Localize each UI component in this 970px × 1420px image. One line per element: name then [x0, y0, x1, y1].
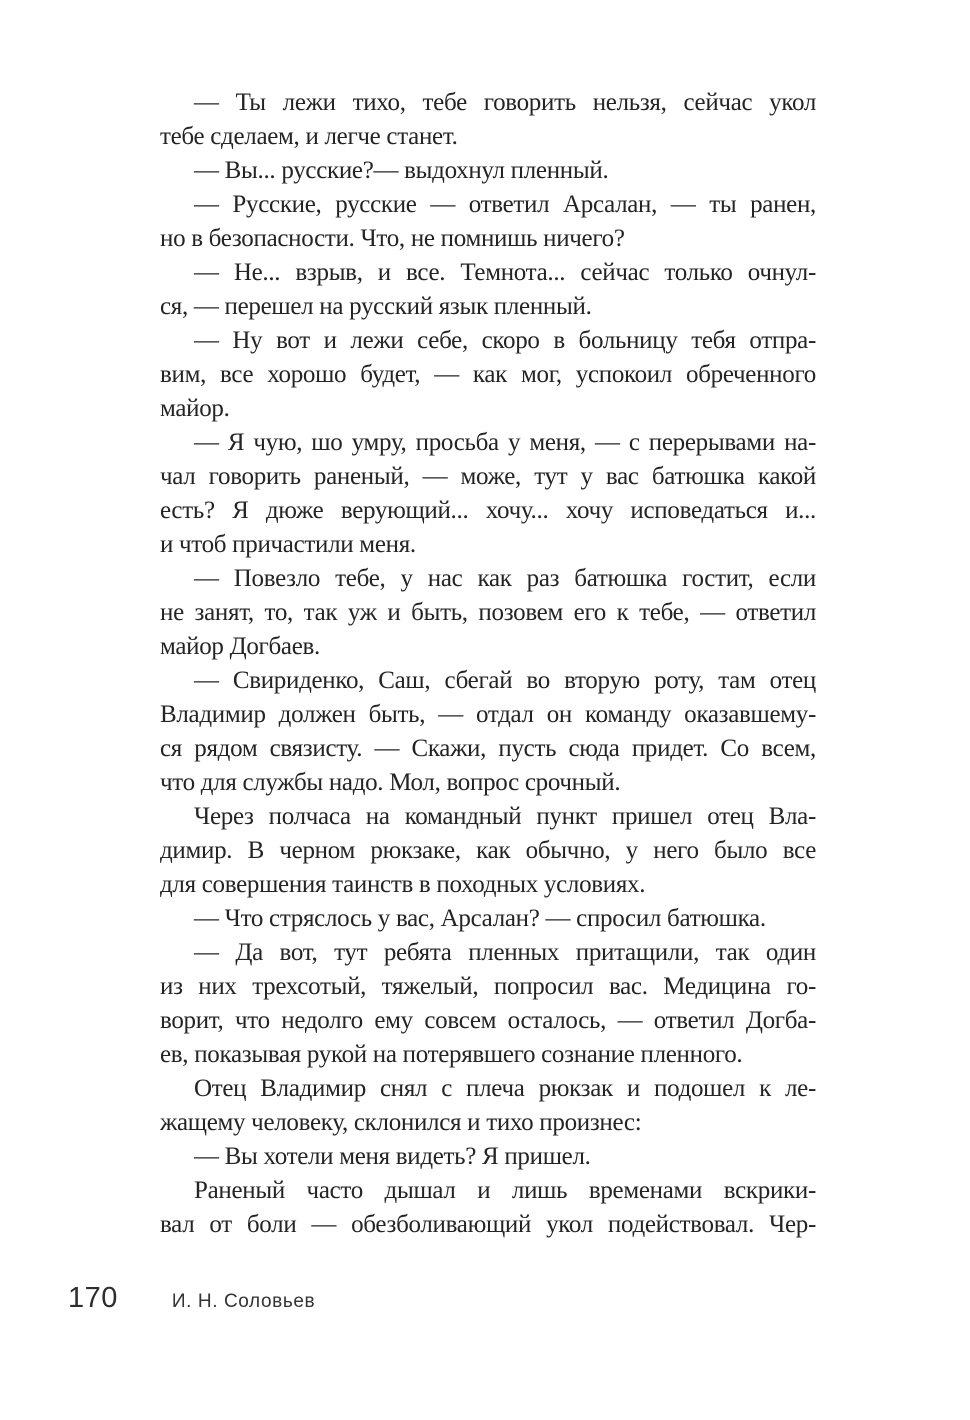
text-line: но в безопасности. Что, не помнишь ничего?: [160, 225, 625, 252]
text-line: Раненый часто дышал и лишь временами вскрики-: [194, 1177, 816, 1204]
text-line: майор.: [160, 395, 230, 422]
paragraph: [160, 664, 816, 800]
running-title-author: И. Н. Соловьев: [171, 1291, 316, 1312]
text-line: — Ну вот и лежи себе, скоро в больницу тебя отпра-: [194, 327, 816, 354]
text-line: не занят, то, так уж и быть, позовем его к тебе, — ответил: [160, 599, 816, 626]
text-line: вим, все хорошо будет, — как мог, успокоил обреченного: [160, 361, 816, 388]
text-line: — Ты лежи тихо, тебе говорить нельзя, сейчас укол: [194, 89, 816, 116]
paragraph: [160, 324, 816, 426]
text-line: ся, — перешел на русский язык пленный.: [160, 293, 592, 320]
text-line: — Свириденко, Саш, сбегай во вторую роту, там отец: [194, 667, 816, 694]
text-line: Владимир должен быть, — отдал он команду оказавшему-: [160, 701, 816, 728]
paragraph: [160, 1174, 816, 1242]
paragraph: [160, 1072, 816, 1140]
text-line: из них трехсотый, тяжелый, попросил вас. Медицина го-: [160, 973, 816, 1000]
paragraph: [160, 936, 816, 1072]
paragraph: [160, 562, 816, 664]
paragraph: [160, 154, 816, 188]
paragraph: [160, 86, 816, 154]
text-line: вал от боли — обезболивающий укол подействовал. Чер-: [160, 1211, 816, 1238]
page-number: 170: [68, 1282, 118, 1314]
page-footer: [68, 1282, 315, 1315]
text-line: что для службы надо. Мол, вопрос срочный.: [160, 769, 621, 796]
text-line: Через полчаса на командный пункт пришел отец Вла-: [194, 803, 816, 830]
text-line: — Что стряслось у вас, Арсалан? — спросил батюшка.: [194, 905, 766, 932]
text-line: жащему человеку, склонился и тихо произнес:: [160, 1109, 642, 1136]
text-line: майор Догбаев.: [160, 633, 320, 660]
text-line: — Повезло тебе, у нас как раз батюшка гостит, если: [194, 565, 816, 592]
paragraph: [160, 902, 816, 936]
paragraph: [160, 426, 816, 562]
text-line: — Вы хотели меня видеть? Я пришел.: [194, 1143, 591, 1170]
paragraph: [160, 256, 816, 324]
text-line: — Я чую, шо умру, просьба у меня, — с перерывами на-: [194, 429, 816, 456]
text-line: есть? Я дюже верующий... хочу... хочу исповедаться и...: [160, 497, 816, 524]
text-line: и чтоб причастили меня.: [160, 531, 416, 558]
text-line: тебе сделаем, и легче станет.: [160, 123, 458, 150]
text-line: ев, показывая рукой на потерявшего сознание пленного.: [160, 1041, 743, 1068]
text-line: димир. В черном рюкзаке, как обычно, у него было все: [160, 837, 816, 864]
paragraph: [160, 188, 816, 256]
text-line: — Русские, русские — ответил Арсалан, — ты ранен,: [194, 191, 816, 218]
text-line: ся рядом связисту. — Скажи, пусть сюда придет. Со всем,: [160, 735, 816, 762]
text-line: для совершения таинств в походных условиях.: [160, 871, 646, 898]
text-line: ворит, что недолго ему совсем осталось, — ответил Догба-: [160, 1007, 816, 1034]
text-line: Отец Владимир снял с плеча рюкзак и подошел к ле-: [194, 1075, 816, 1102]
text-line: — Вы... русские?— выдохнул пленный.: [194, 157, 609, 184]
paragraph: [160, 1140, 816, 1174]
text-block: [160, 86, 816, 1242]
text-line: чал говорить раненый, — може, тут у вас батюшка какой: [160, 463, 816, 490]
text-line: — Да вот, тут ребята пленных притащили, так один: [194, 939, 816, 966]
paragraph: [160, 800, 816, 902]
text-line: — Не... взрыв, и все. Темнота... сейчас только очнул-: [194, 259, 816, 286]
